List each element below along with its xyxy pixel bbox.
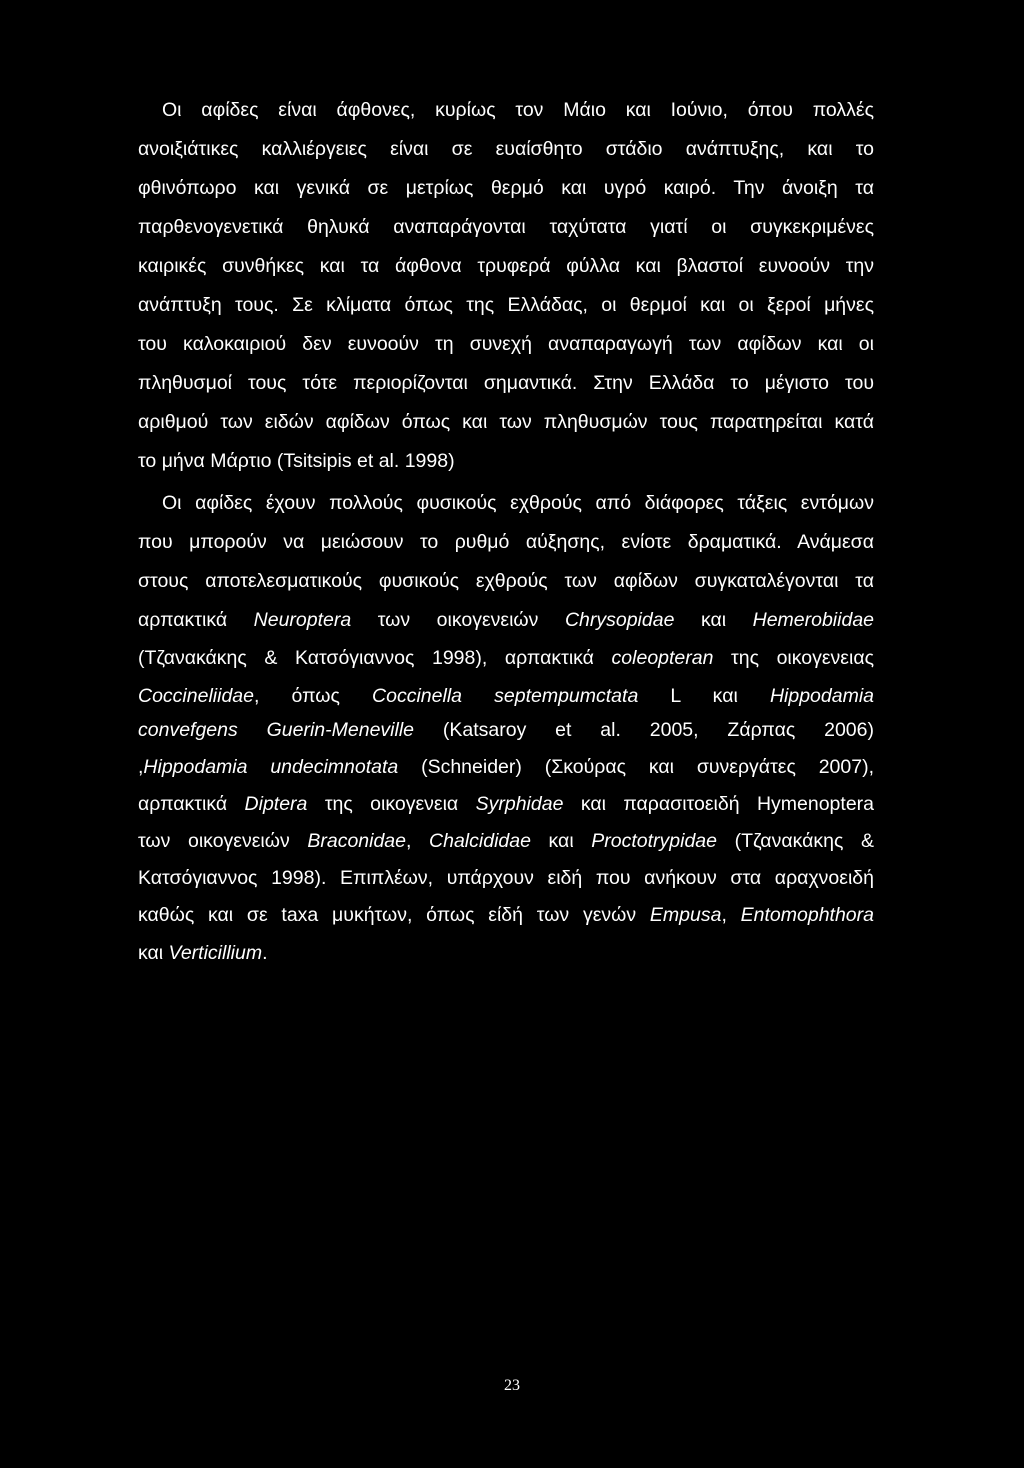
paragraph-line: του καλοκαιριού δεν ευνοούν τη συνεχή αναπαραγωγή των αφίδων και οι (138, 333, 874, 355)
paragraph-line: που μπορούν να μειώσουν το ρυθμό αύξησης, ενίοτε δραματικά. Ανάμεσα (138, 531, 874, 553)
paragraph-line: φθινόπωρο και γενικά σε μετρίως θερμό και υγρό καιρό. Την άνοιξη τα (138, 177, 874, 199)
paragraph-line: ανοιξιάτικες καλλιέργειες είναι σε ευαίσθητο στάδιο ανάπτυξης, και το (138, 138, 874, 160)
paragraph-line: Οι αφίδες έχουν πολλούς φυσικούς εχθρούς από διάφορες τάξεις εντόμων (162, 492, 874, 514)
paragraph-line: Κατσόγιαννος 1998). Επιπλέων, υπάρχουν ειδή που ανήκουν στα αραχνοειδή (138, 867, 874, 889)
paragraph-line: στους αποτελεσματικούς φυσικούς εχθρούς των αφίδων συγκαταλέγονται τα (138, 570, 874, 592)
paragraph-line: το μήνα Μάρτιο (Tsitsipis et al. 1998) (138, 450, 455, 472)
paragraph-line: αρπακτικά Diptera της οικογενεια Syrphidae και παρασιτοειδή Hymenoptera (138, 793, 874, 815)
paragraph-line: ανάπτυξη τους. Σε κλίματα όπως της Ελλάδας, οι θερμοί και οι ξεροί μήνες (138, 294, 874, 316)
paragraph-line: (Τζανακάκης & Κατσόγιαννος 1998), αρπακτικά coleopteran της οικογενειας (138, 647, 874, 669)
paragraph-line: και Verticillium. (138, 942, 268, 964)
paragraph-line: καιρικές συνθήκες και τα άφθονα τρυφερά φύλλα και βλαστοί ευνοούν την (138, 255, 874, 277)
paragraph-line: ,Hippodamia undecimnotata (Schneider) (Σκούρας και συνεργάτες 2007), (138, 756, 874, 778)
paragraph-line: παρθενογενετικά θηλυκά αναπαράγονται ταχύτατα γιατί οι συγκεκριμένες (138, 216, 874, 238)
paragraph-line: Οι αφίδες είναι άφθονες, κυρίως τον Μάιο και Ιούνιο, όπου πολλές (162, 99, 874, 121)
paragraph-line: καθώς και σε taxa μυκήτων, όπως είδή των γενών Empusa, Entomophthora (138, 904, 874, 926)
page-number: 23 (504, 1377, 520, 1394)
paragraph-line: convefgens Guerin-Meneville (Katsaroy et al. 2005, Ζάρπας 2006) (138, 719, 874, 741)
paragraph-line: αρπακτικά Neuroptera των οικογενειών Chrysopidae και Hemerobiidae (138, 609, 874, 631)
paragraph-line: πληθυσμοί τους τότε περιορίζονται σημαντικά. Στην Ελλάδα το μέγιστο του (138, 372, 874, 394)
paragraph-line: των οικογενειών Braconidae, Chalcididae και Proctotrypidae (Τζανακάκης & (138, 830, 874, 852)
paragraph-line: αριθμού των ειδών αφίδων όπως και των πληθυσμών τους παρατηρείται κατά (138, 411, 874, 433)
paragraph-line: Coccineliidae, όπως Coccinella septempumctata L και Hippodamia (138, 685, 874, 707)
